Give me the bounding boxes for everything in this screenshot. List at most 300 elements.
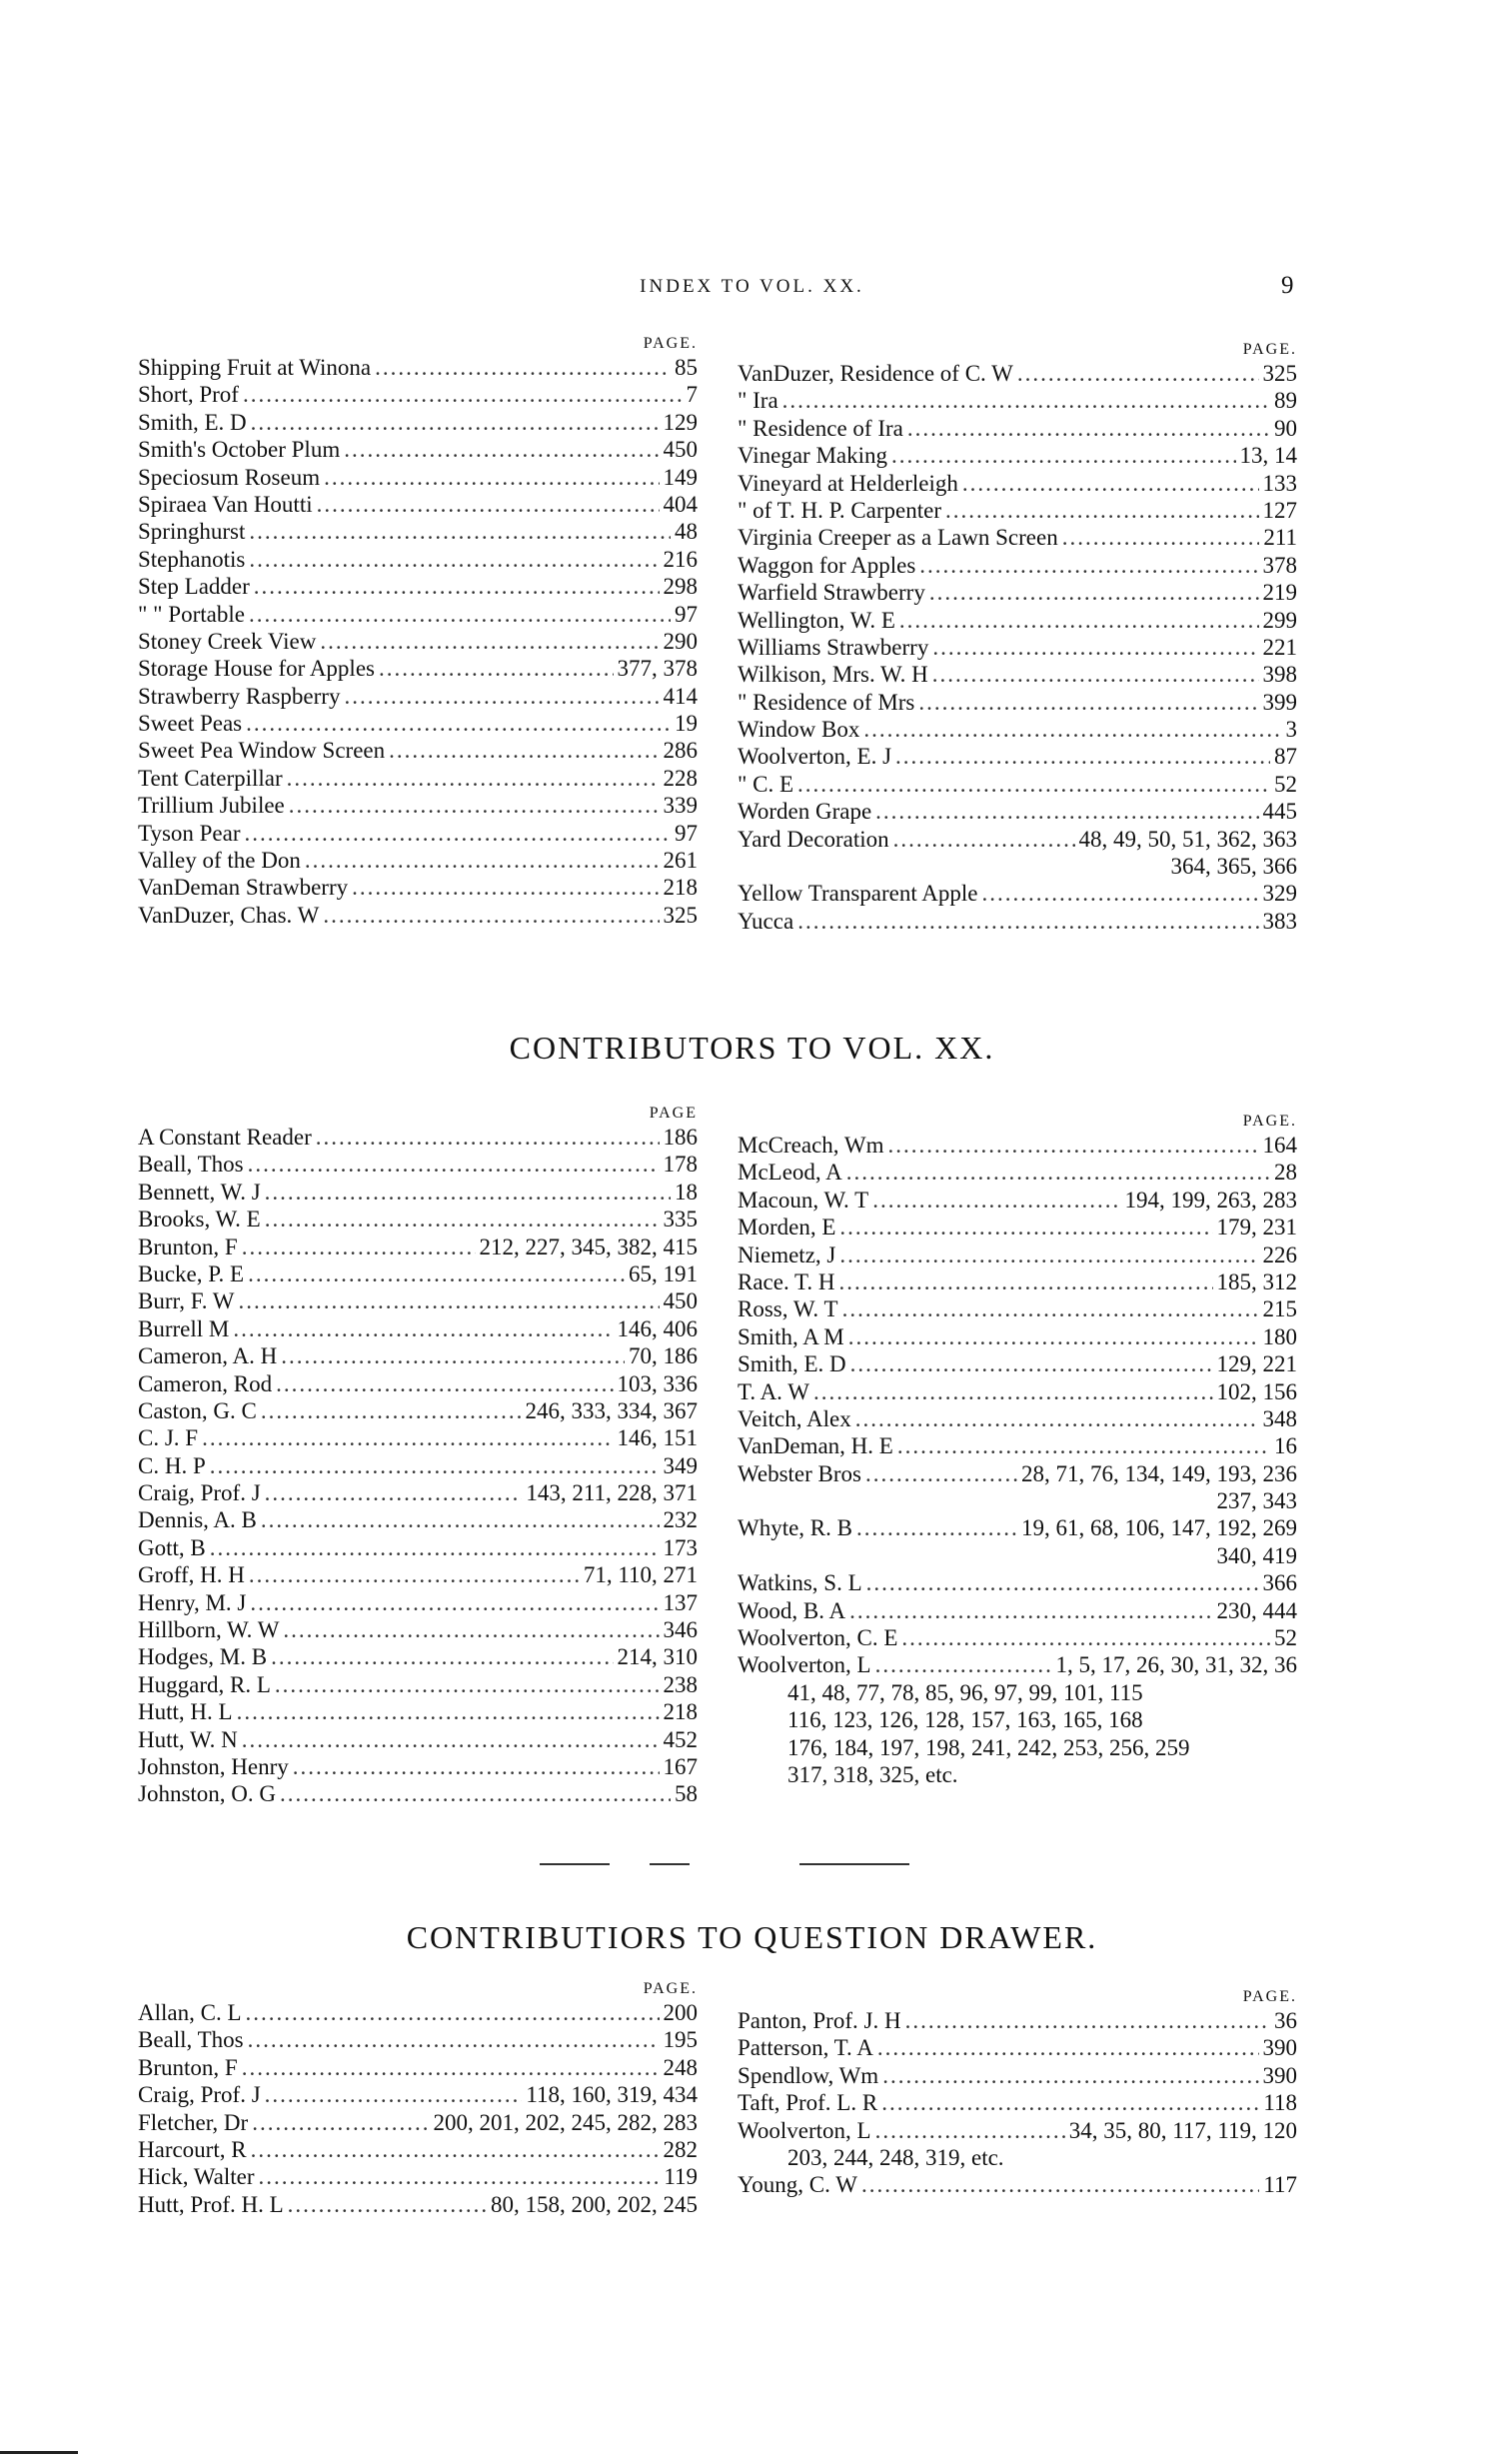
entry-label: Hodges, M. B — [138, 1644, 268, 1670]
index-entry — [138, 2136, 698, 2163]
entry-pages: 194, 199, 263, 283 — [1124, 1187, 1297, 1213]
index-entry — [738, 661, 1297, 688]
entry-label: Hillborn, W. W — [138, 1617, 280, 1643]
index-entry — [738, 1323, 1297, 1350]
entry-label: Worden Grape — [738, 799, 872, 825]
entry-pages: 212, 227, 345, 382, 415 — [479, 1233, 698, 1259]
dot-leader — [846, 1159, 1270, 1186]
entry-pages: 261 — [663, 848, 698, 874]
entry-label: VanDuzer, Chas. W — [138, 902, 320, 928]
index-entry — [738, 771, 1297, 798]
index-entry — [738, 743, 1297, 770]
entry-label: Vinegar Making — [738, 443, 887, 469]
index-entry — [738, 470, 1297, 497]
entry-label: Henry, M. J — [138, 1589, 247, 1615]
dot-leader — [202, 1424, 613, 1451]
entry-label: A Constant Reader — [138, 1125, 312, 1150]
index-entry — [138, 1534, 698, 1561]
dot-leader — [246, 710, 671, 737]
entry-label: Morden, E — [738, 1215, 836, 1240]
entry-pages: 339 — [663, 793, 698, 819]
dot-leader — [945, 497, 1258, 524]
entry-pages: 211 — [1263, 525, 1297, 551]
dot-leader — [881, 2089, 1259, 2116]
entry-label: Johnston, O. G — [138, 1781, 277, 1807]
dot-leader — [389, 737, 659, 764]
dot-leader — [375, 354, 671, 381]
entry-pages: 228 — [663, 765, 698, 791]
index-entry — [138, 1616, 698, 1643]
dot-leader — [848, 1323, 1259, 1350]
entry-label: Tyson Pear — [138, 820, 241, 846]
dot-leader — [324, 464, 659, 491]
entry-pages: 71, 110, 271 — [583, 1562, 698, 1588]
entry-pages: 286 — [663, 738, 698, 764]
entry-label: " Ira — [738, 388, 778, 414]
dot-leader — [259, 2163, 661, 2190]
index-entry — [138, 546, 698, 573]
entry-pages: 7 — [686, 382, 698, 408]
entry-pages: 390 — [1262, 2062, 1297, 2088]
index-entry — [738, 1624, 1297, 1651]
entry-pages: 452 — [663, 1726, 698, 1752]
index-entry — [738, 1487, 1297, 1514]
index-entry — [138, 1315, 698, 1342]
index-entry — [738, 1350, 1297, 1377]
dot-leader — [875, 1651, 1052, 1678]
entry-label: C. J. F — [138, 1425, 199, 1451]
entry-label: Wilkison, Mrs. W. H — [738, 662, 928, 688]
index-entry — [138, 1561, 698, 1588]
entry-pages: 28 — [1274, 1160, 1297, 1186]
entry-label: McLeod, A — [738, 1160, 842, 1186]
index-entry — [738, 2089, 1297, 2116]
entry-pages: 404 — [663, 491, 698, 517]
entry-label: Step Ladder — [138, 574, 250, 600]
question-drawer-left-column — [138, 1979, 698, 2218]
dot-leader — [981, 880, 1258, 907]
index-entry — [738, 798, 1297, 825]
entry-label: " C. E — [738, 771, 794, 797]
dot-leader — [250, 1589, 659, 1616]
index-entry — [138, 464, 698, 491]
entry-pages: 85 — [675, 355, 698, 380]
entry-pages: 399 — [1262, 689, 1297, 715]
index-entry — [138, 518, 698, 545]
page-column-label: PAGE. — [1242, 341, 1297, 358]
entry-label: Dennis, A. B — [138, 1507, 257, 1533]
index-entry — [138, 2054, 698, 2081]
page-column-label: PAGE. — [643, 335, 698, 352]
index-entry — [138, 1397, 698, 1424]
index-entry — [738, 415, 1297, 442]
entry-label: C. H. P — [138, 1452, 206, 1478]
entry-pages: 325 — [1262, 361, 1297, 386]
entry-pages: 450 — [663, 1288, 698, 1314]
page-number: 9 — [1281, 272, 1294, 299]
entry-pages: 445 — [1262, 799, 1297, 825]
index-entry — [138, 1753, 698, 1780]
index-entry — [738, 1514, 1297, 1541]
index-entry — [738, 2171, 1297, 2198]
dot-leader — [932, 661, 1259, 688]
dot-leader — [249, 1561, 580, 1588]
entry-pages: 238 — [663, 1671, 698, 1697]
entry-pages: 13, 14 — [1239, 443, 1297, 469]
page-column-label: PAGE. — [1242, 1988, 1297, 2005]
dot-leader — [243, 381, 683, 408]
entry-pages: 340, 419 — [1216, 1542, 1297, 1568]
index-entry — [138, 2026, 698, 2053]
index-entry — [738, 2007, 1297, 2034]
entry-pages: 19, 61, 68, 106, 147, 192, 269 — [1021, 1515, 1297, 1541]
entry-label: Yucca — [738, 908, 794, 934]
entry-pages: 414 — [663, 683, 698, 709]
running-head — [0, 272, 1504, 302]
entry-label: Brooks, W. E — [138, 1207, 261, 1232]
index-entry — [138, 2081, 698, 2108]
entry-label: Smith, A M — [738, 1323, 844, 1349]
entry-label: Stoney Creek View — [138, 628, 317, 654]
index-entry — [138, 655, 698, 682]
index-entry — [138, 354, 698, 381]
entry-pages: 48, 49, 50, 51, 362, 363 — [1078, 826, 1297, 852]
index-entry — [138, 1233, 698, 1260]
index-entry — [738, 853, 1297, 880]
entry-pages: 1, 5, 17, 26, 30, 31, 32, 36 — [1055, 1652, 1297, 1678]
entry-label: Woolverton, L — [738, 1652, 871, 1678]
entry-label: Bucke, P. E — [138, 1260, 245, 1286]
entry-label: Webster Bros — [738, 1460, 861, 1486]
index-entry — [138, 1370, 698, 1397]
entry-label: Panton, Prof. J. H — [738, 2008, 901, 2033]
entry-label: Huggard, R. L — [138, 1671, 271, 1697]
index-entry — [138, 381, 698, 408]
dot-leader — [872, 1187, 1120, 1214]
entry-pages: 133 — [1262, 470, 1297, 496]
index-entry — [738, 1651, 1297, 1678]
entry-pages: 377, 378 — [617, 656, 698, 682]
entry-pages: 195 — [663, 2027, 698, 2053]
entry-pages: 290 — [663, 628, 698, 654]
entry-label: Macoun, W. T — [738, 1187, 869, 1213]
dot-leader — [919, 552, 1258, 579]
dot-leader — [237, 1698, 660, 1725]
entry-pages: 180 — [1262, 1323, 1297, 1349]
entry-label: Spiraea Van Houtti — [138, 491, 313, 517]
entry-pages: 221 — [1262, 634, 1297, 660]
entry-pages: 143, 211, 228, 371 — [526, 1480, 698, 1506]
entry-pages: 346 — [663, 1617, 698, 1643]
entry-pages: 390 — [1262, 2035, 1297, 2061]
dot-leader — [865, 1460, 1017, 1487]
entry-pages: 118, 160, 319, 434 — [526, 2082, 698, 2108]
index-entry — [138, 874, 698, 901]
dot-leader — [1062, 524, 1260, 551]
dot-leader — [265, 1479, 523, 1506]
index-entry — [138, 2191, 698, 2218]
entry-label: Shipping Fruit at Winona — [138, 355, 372, 380]
entry-label: " Residence of Ira — [738, 415, 903, 441]
entry-pages: 364, 365, 366 — [1170, 854, 1297, 880]
entry-label: Smith, E. D — [738, 1351, 846, 1377]
section-divider — [540, 1863, 610, 1865]
entry-label: Craig, Prof. J — [138, 2082, 261, 2108]
entry-label: Yellow Transparent Apple — [738, 881, 978, 907]
entry-label: " Residence of Mrs — [738, 689, 915, 715]
dot-leader — [782, 387, 1270, 414]
dot-leader — [271, 1643, 613, 1670]
dot-leader — [248, 2026, 660, 2053]
entry-pages: 349 — [663, 1452, 698, 1478]
index-entry — [138, 1342, 698, 1369]
entry-label: Harcourt, R — [138, 2136, 247, 2162]
entry-label: Spendlow, Wm — [738, 2062, 879, 2088]
page-column-label: PAGE. — [643, 1980, 698, 1997]
entry-label: Veitch, Alex — [738, 1405, 851, 1431]
entry-pages: 137 — [663, 1589, 698, 1615]
entry-label: Johnston, Henry — [138, 1753, 289, 1779]
dot-leader — [320, 628, 659, 655]
dot-leader — [242, 1726, 660, 1753]
entry-pages: 146, 151 — [617, 1425, 698, 1451]
index-entry — [738, 1187, 1297, 1214]
question-drawer-right-column — [738, 1987, 1297, 2199]
entry-pages: 218 — [663, 875, 698, 901]
dot-leader — [265, 1206, 660, 1232]
entry-pages: 173 — [663, 1534, 698, 1560]
dot-leader — [246, 1999, 660, 2026]
entry-pages: 335 — [663, 1207, 698, 1232]
dot-leader — [281, 1342, 625, 1369]
entry-label: T. A. W — [738, 1378, 809, 1404]
index-entry — [738, 360, 1297, 387]
entry-label: Sweet Peas — [138, 711, 243, 737]
page-edge-rule — [0, 2451, 78, 2454]
index-entry — [738, 908, 1297, 935]
entry-pages: 52 — [1274, 771, 1297, 797]
dot-leader — [842, 1295, 1259, 1322]
dot-leader — [863, 716, 1281, 743]
entry-pages: 146, 406 — [617, 1315, 698, 1341]
entry-pages: 348 — [1262, 1405, 1297, 1431]
dot-leader — [293, 1753, 660, 1780]
dot-leader — [261, 1397, 522, 1424]
entry-label: Race. T. H — [738, 1268, 835, 1294]
dot-leader — [905, 2007, 1270, 2034]
entry-label: VanDuzer, Residence of C. W — [738, 361, 1013, 386]
dot-leader — [866, 1569, 1259, 1596]
entry-label: Tent Caterpillar — [138, 765, 283, 791]
dot-leader — [287, 765, 660, 792]
index-entry — [738, 716, 1297, 743]
section-divider — [650, 1863, 690, 1865]
entry-pages: 52 — [1274, 1625, 1297, 1651]
dot-leader — [251, 409, 660, 436]
entry-pages: 16 — [1274, 1433, 1297, 1459]
entry-pages: 200, 201, 202, 245, 282, 283 — [433, 2109, 698, 2135]
dot-leader — [887, 1132, 1258, 1159]
index-entry — [138, 409, 698, 436]
index-entry — [738, 442, 1297, 469]
entry-pages: 70, 186 — [629, 1343, 698, 1369]
dot-leader — [855, 1405, 1259, 1432]
index-entry — [138, 436, 698, 463]
entry-label: Storage House for Apples — [138, 656, 375, 682]
dot-leader — [882, 2062, 1258, 2089]
entry-label: Brunton, F — [138, 1233, 238, 1259]
entry-pages: 246, 333, 334, 367 — [525, 1397, 698, 1423]
index-entry — [138, 1671, 698, 1698]
entry-continuation: 116, 123, 126, 128, 157, 163, 165, 168 — [787, 1707, 1143, 1733]
dot-leader — [245, 820, 671, 847]
dot-leader — [323, 902, 659, 929]
dot-leader — [962, 470, 1259, 497]
index-entry — [738, 1597, 1297, 1624]
entry-pages: 28, 71, 76, 134, 149, 193, 236 — [1021, 1460, 1297, 1486]
contributors-left-column — [138, 1104, 698, 1808]
index-entry — [738, 579, 1297, 606]
entry-label: Waggon for Apples — [738, 552, 916, 578]
dot-leader — [861, 2171, 1259, 2198]
dot-leader — [839, 1214, 1212, 1240]
entry-label: " of T. H. P. Carpenter — [738, 497, 942, 523]
index-entry — [738, 826, 1297, 853]
entry-label: Wood, B. A — [738, 1597, 846, 1623]
dot-leader — [875, 798, 1258, 825]
entry-label: Patterson, T. A — [738, 2035, 873, 2061]
index-entry — [738, 2034, 1297, 2061]
entry-label: VanDeman, H. E — [738, 1433, 893, 1459]
entry-pages: 129, 221 — [1216, 1351, 1297, 1377]
entry-pages: 80, 158, 200, 202, 245 — [491, 2191, 698, 2217]
dot-leader — [261, 1506, 660, 1533]
entry-label: Beall, Thos — [138, 1152, 244, 1178]
entry-label: Trillium Jubilee — [138, 793, 285, 819]
entry-label: Niemetz, J — [738, 1241, 836, 1267]
entry-pages: 378 — [1262, 552, 1297, 578]
entry-label: Valley of the Don — [138, 848, 301, 874]
entry-pages: 450 — [663, 437, 698, 463]
index-entry — [138, 1780, 698, 1807]
dot-leader — [932, 634, 1258, 661]
entry-label: Burrell M — [138, 1315, 230, 1341]
index-entry — [138, 710, 698, 737]
index-entry — [738, 2117, 1297, 2144]
index-entry — [138, 1726, 698, 1753]
entry-label: Hutt, Prof. H. L — [138, 2191, 284, 2217]
dot-leader — [897, 1432, 1270, 1459]
entry-pages: 118 — [1263, 2090, 1297, 2116]
entry-label: Warfield Strawberry — [738, 580, 925, 606]
index-entry — [738, 1460, 1297, 1487]
dot-leader — [895, 743, 1270, 770]
index-entry — [138, 1124, 698, 1151]
entry-pages: 65, 191 — [629, 1260, 698, 1286]
entry-label: Watkins, S. L — [738, 1570, 862, 1596]
entry-label: Yard Decoration — [738, 826, 889, 852]
entry-label: Gott, B — [138, 1534, 206, 1560]
dot-leader — [839, 1268, 1213, 1295]
index-entry — [738, 1214, 1297, 1240]
index-entry — [138, 2109, 698, 2136]
dot-leader — [251, 2136, 660, 2163]
index-entry — [738, 689, 1297, 716]
entry-pages: 97 — [675, 820, 698, 846]
index-entry — [138, 1999, 698, 2026]
entry-label: Cameron, Rod — [138, 1370, 273, 1396]
index-entry — [138, 1506, 698, 1533]
entry-pages: 58 — [675, 1781, 698, 1807]
dot-leader — [352, 874, 659, 901]
dot-leader — [839, 1241, 1258, 1268]
dot-leader — [248, 1260, 625, 1287]
dot-leader — [252, 2109, 429, 2136]
index-entry — [738, 1241, 1297, 1268]
entry-pages: 230, 444 — [1216, 1597, 1297, 1623]
dot-leader — [249, 518, 671, 545]
entry-label: Woolverton, L — [738, 2117, 871, 2143]
entry-label: VanDeman Strawberry — [138, 875, 349, 901]
dot-leader — [280, 1780, 671, 1807]
dot-leader — [316, 1124, 660, 1151]
index-entry — [738, 1432, 1297, 1459]
index-entry — [138, 1452, 698, 1479]
dot-leader — [379, 655, 614, 682]
dot-leader — [877, 2034, 1259, 2061]
index-entry — [738, 880, 1297, 907]
index-entry — [738, 607, 1297, 634]
index-entry — [738, 387, 1297, 414]
entry-label: " " Portable — [138, 601, 245, 627]
entry-pages: 329 — [1262, 881, 1297, 907]
entry-pages: 282 — [663, 2136, 698, 2162]
index-entry — [138, 491, 698, 518]
index-entry — [738, 2062, 1297, 2089]
index-entry — [738, 1569, 1297, 1596]
entry-label: Ross, W. T — [738, 1296, 838, 1322]
dot-leader — [797, 908, 1258, 935]
index-entry — [138, 1479, 698, 1506]
entry-label: Stephanotis — [138, 546, 246, 572]
entry-label: Woolverton, C. E — [738, 1625, 898, 1651]
entry-label: Whyte, R. B — [738, 1515, 852, 1541]
entry-pages: 366 — [1262, 1570, 1297, 1596]
index-entry — [138, 902, 698, 929]
entry-label: Young, C. W — [738, 2172, 857, 2198]
dot-leader — [1017, 360, 1259, 387]
entry-label: Burr, F. W — [138, 1288, 235, 1314]
index-entry — [738, 1542, 1297, 1569]
entry-pages: 216 — [663, 546, 698, 572]
entry-pages: 299 — [1262, 607, 1297, 633]
contributors-title: CONTRIBUTORS TO VOL. XX. — [509, 1030, 995, 1066]
dot-leader — [929, 579, 1259, 606]
entry-pages: 119 — [664, 2164, 698, 2190]
entry-pages: 226 — [1262, 1241, 1297, 1267]
index-entry — [738, 1132, 1297, 1159]
index-entry — [138, 1698, 698, 1725]
dot-leader — [265, 1179, 671, 1206]
dot-leader — [288, 2191, 487, 2218]
entry-label: Beall, Thos — [138, 2027, 244, 2053]
dot-leader — [210, 1534, 660, 1561]
question-drawer-title: CONTRIBUTIORS TO QUESTION DRAWER. — [406, 1919, 1098, 1955]
index-left-column — [138, 334, 698, 929]
index-entry — [138, 1589, 698, 1616]
entry-pages: 178 — [663, 1152, 698, 1178]
dot-leader — [899, 607, 1259, 634]
